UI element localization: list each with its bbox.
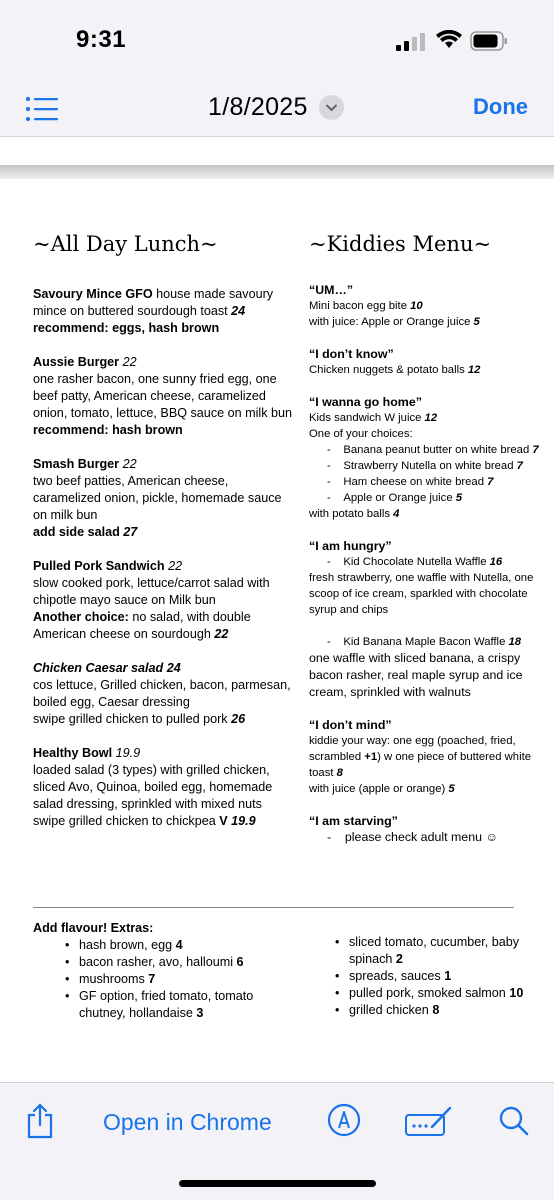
kids-item-starving: “I am starving” - please check adult menu ☺ bbox=[309, 814, 499, 844]
list-icon[interactable] bbox=[25, 95, 59, 123]
chevron-down-icon bbox=[319, 95, 344, 120]
extras-item: • grilled chicken 8 bbox=[309, 1002, 549, 1019]
menu-item-aussie-burger: Aussie Burger 22 one rasher bacon, one sunny fried egg, one beef patty, American cheese, caramelized onion, tomato, lettuce, BBQ sauce on milk bun recommend: hash brown bbox=[33, 355, 293, 437]
open-in-chrome-button[interactable]: Open in Chrome bbox=[103, 1109, 272, 1135]
extras-right bbox=[309, 934, 549, 1019]
choice-option: - Strawberry Nutella on white bread 7 bbox=[327, 460, 523, 472]
menu-item-chicken-caesar: Chicken Caesar salad 24 cos lettuce, Grilled chicken, bacon, parmesan, boiled egg, Caesar dressing swipe grilled chicken to pulled pork 26 bbox=[33, 661, 291, 726]
section-divider bbox=[33, 907, 514, 908]
share-icon[interactable] bbox=[26, 1103, 54, 1139]
battery-icon bbox=[470, 31, 508, 51]
extras-item: • bacon rasher, avo, halloumi 6 bbox=[33, 954, 295, 971]
kids-item-dont-mind: “I don’t mind” kiddie your way: one egg (poached, fried, scrambled +1) w one piece of buttered white toast 8 with juice (apple or orange) 5 bbox=[309, 718, 531, 795]
document-title[interactable]: 1/8/2025 bbox=[208, 93, 308, 121]
signature-icon[interactable] bbox=[404, 1105, 452, 1137]
navigation-bar bbox=[0, 85, 554, 137]
kids-item-hungry: “I am hungry” - Kid Chocolate Nutella Waffle 16 fresh strawberry, one waffle with Nutella, one scoop of ice cream, sparkled with chocolate syrup and chips - Kid Banana Maple Bacon Waffle 18 one waffle with sliced banana, a crispy bacon rasher, real maple syrup and ice cream, sprinkled with walnuts bbox=[309, 539, 534, 699]
kiddies-menu-heading: ~Kiddies Menu~ bbox=[309, 232, 492, 256]
done-button[interactable]: Done bbox=[473, 94, 528, 119]
wifi-icon bbox=[436, 30, 462, 50]
choice-option: - Apple or Orange juice 5 bbox=[327, 492, 463, 504]
extras-item: • spreads, sauces 1 bbox=[309, 968, 549, 985]
kids-item-dont-know: “I don’t know” Chicken nuggets & potato balls 12 bbox=[309, 347, 481, 376]
home-indicator bbox=[179, 1180, 376, 1187]
extras-item: • hash brown, egg 4 bbox=[33, 937, 295, 954]
menu-item-savoury-mince: Savoury Mince GFO house made savoury mince on buttered sourdough toast 24 recommend: eggs, hash brown bbox=[33, 287, 274, 335]
extras-item: • mushrooms 7 bbox=[33, 971, 295, 988]
menu-item-smash-burger: Smash Burger 22 two beef patties, American cheese, caramelized onion, pickle, homemade sauce on milk bun add side salad 27 bbox=[33, 457, 282, 539]
search-icon[interactable] bbox=[498, 1105, 530, 1137]
extras-item: • GF option, fried tomato, tomato chutney, hollandaise 3 bbox=[33, 988, 295, 1022]
markup-pen-icon[interactable] bbox=[327, 1103, 361, 1137]
cellular-signal-icon bbox=[396, 33, 426, 51]
kids-item-go-home: “I wanna go home” Kids sandwich W juice 12 One of your choices: - Banana peanut butter on white bread 7 - Strawberry Nutella on white bread 7 - Ham cheese on white bread 7 - Apple or Orange juice 5 with potato balls 4 bbox=[309, 394, 549, 522]
choice-option: - Ham cheese on white bread 7 bbox=[327, 476, 494, 488]
title-menu-button[interactable] bbox=[319, 95, 344, 120]
menu-item-pulled-pork: Pulled Pork Sandwich 22 slow cooked pork, lettuce/carrot salad with chipotle mayo sauce on Milk bun Another choice: no salad, with double American cheese on sourdough 22 bbox=[33, 559, 270, 641]
lunch-menu-column bbox=[33, 286, 295, 847]
kids-item-um: “UM…” Mini bacon egg bite 10 with juice: Apple or Orange juice 5 bbox=[309, 283, 480, 328]
status-bar bbox=[0, 0, 554, 85]
extras-title: Add flavour! Extras: bbox=[33, 921, 154, 935]
menu-item-healthy-bowl: Healthy Bowl 19.9 loaded salad (3 types) with grilled chicken, sliced Avo, Quinoa, boiled egg, homemade salad dressing, sprinkled with mixed nuts swipe grilled chicken to chickpea V 19.9 bbox=[33, 746, 273, 828]
extras-item: • pulled pork, smoked salmon 10 bbox=[309, 985, 549, 1002]
extras-item: • sliced tomato, cucumber, baby spinach 2 bbox=[309, 934, 549, 968]
choice-option: - Banana peanut butter on white bread 7 bbox=[327, 444, 539, 456]
extras-left bbox=[33, 920, 295, 1022]
page-edge-shadow bbox=[0, 165, 554, 179]
all-day-lunch-heading: ~All Day Lunch~ bbox=[33, 232, 218, 256]
kiddies-menu-column bbox=[309, 282, 549, 861]
status-time: 9:31 bbox=[76, 26, 127, 53]
